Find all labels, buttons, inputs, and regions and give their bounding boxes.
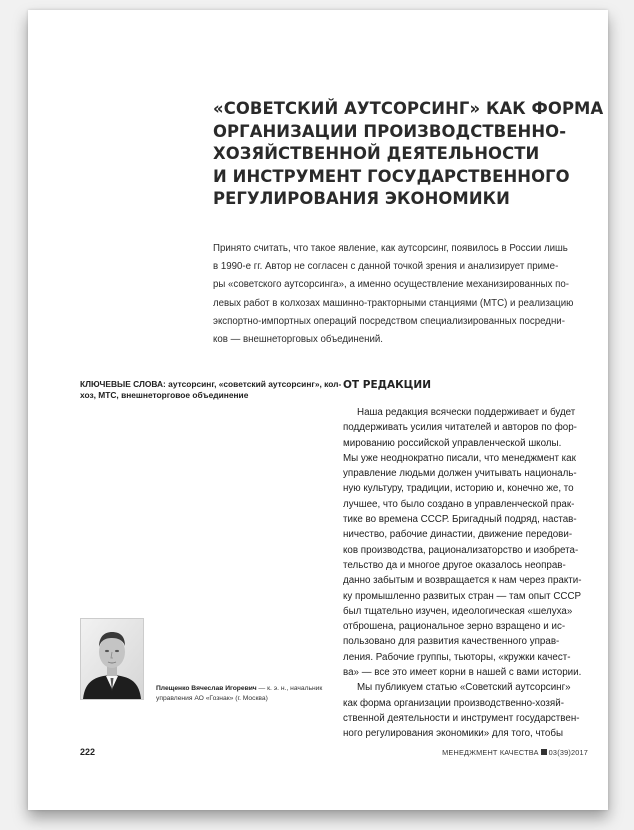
editorial-line: управление людьми должен учитывать националь- — [343, 468, 577, 480]
editorial-line: отброшена, рациональное зерно взращено и ис- — [343, 621, 566, 633]
journal-name: МЕНЕДЖМЕНТ КАЧЕСТВА — [442, 748, 539, 757]
editorial-text — [343, 405, 588, 742]
editorial-line: ления. Рабочие группы, тьюторы, «кружки качест- — [343, 651, 571, 663]
editorial-line: Мы публикуем статью «Советский аутсорсинг» — [357, 682, 571, 694]
editorial-line: данно забытым и возвращается к нам через практи- — [343, 575, 582, 587]
magazine-page — [28, 10, 608, 810]
journal-issue: 03(39)2017 — [548, 748, 588, 757]
abstract-line: ков — внешнеторговых объединений. — [213, 334, 383, 346]
editorial-line: ва» — все это имеет корни в нашей с вами истории. — [343, 667, 582, 679]
article-abstract — [213, 240, 583, 349]
title-line: РЕГУЛИРОВАНИЯ ЭКОНОМИКИ — [213, 189, 510, 209]
editorial-line: ного регулирования экономики» для того, чтобы — [343, 728, 564, 740]
editorial-line: пользовано для развития качественного управ- — [343, 636, 560, 648]
author-name: Плещенко Вячеслав Игоревич — [156, 685, 257, 692]
keywords-line-text: КЛЮЧЕВЫЕ СЛОВА: аутсорсинг, «советский аутсорсинг», кол- — [80, 379, 342, 389]
abstract-line: ры «советского аутсорсинга», а именно осуществление механизированных по- — [213, 279, 569, 291]
keywords-line-text: хоз, МТС, внешнеторговое объединение — [80, 390, 249, 401]
editorial-heading: ОТ РЕДАКЦИИ — [343, 379, 431, 391]
abstract-line: экспортно-импортных операций посредством специализированных посредни- — [213, 315, 565, 327]
editorial-line: мированию российской управленческой школы. — [343, 437, 562, 449]
title-line: «СОВЕТСКИЙ АУТСОРСИНГ» КАК ФОРМА — [213, 99, 604, 118]
editorial-line: ственной деятельности и инструмент государствен- — [343, 712, 580, 724]
editorial-line: ничество, рабочие династии, движение передови- — [343, 529, 573, 541]
editorial-line: тельство да и многое другое оказалось неоправ- — [343, 559, 566, 571]
editorial-line: был тщательно изучен, идеологическая «шелуха» — [343, 605, 573, 617]
author-caption — [156, 684, 326, 703]
title-line: И ИНСТРУМЕНТ ГОСУДАРСТВЕННОГО — [213, 166, 570, 186]
author-photo — [80, 618, 144, 700]
title-line: ХОЗЯЙСТВЕННОЙ ДЕЯТЕЛЬНОСТИ — [213, 144, 540, 164]
journal-footer — [388, 748, 588, 757]
keywords-line — [80, 379, 350, 390]
abstract-line: левых работ в колхозах машинно-тракторными станциями (МТС) и реализацию — [213, 297, 574, 309]
editorial-line: Наша редакция всячески поддерживает и будет — [357, 407, 576, 418]
editorial-line: Мы уже неоднократно писали, что менеджмент как — [343, 452, 576, 464]
keywords-block — [80, 379, 350, 401]
abstract-line: в 1990-е гг. Автор не согласен с данной точкой зрения и анализирует приме- — [213, 261, 559, 273]
author-portrait-icon — [81, 619, 143, 699]
editorial-line: ков производства, рационализаторство и изобрета- — [343, 544, 579, 556]
editorial-line: ку промышленно развитых стран — там опыт СССР — [343, 590, 582, 602]
editorial-line: лучшее, что было создано в управленческой прак- — [343, 498, 575, 510]
editorial-line: тике во времена СССР. Бригадный подряд, настав- — [343, 514, 577, 526]
editorial-line: как форма организации производственно-хозяй- — [343, 697, 564, 709]
article-title — [213, 98, 604, 211]
author-affiliation-line: управления АО «Гознак» (г. Москва) — [156, 694, 268, 702]
author-line — [156, 684, 326, 694]
editorial-line: поддерживать усилия читателей и авторов по фор- — [343, 422, 577, 434]
square-separator-icon — [541, 749, 547, 755]
title-line: ОРГАНИЗАЦИИ ПРОИЗВОДСТВЕННО- — [213, 121, 567, 141]
abstract-line: Принято считать, что такое явление, как аутсорсинг, появилось в России лишь — [213, 243, 568, 254]
page-number: 222 — [80, 747, 96, 757]
keywords-line — [80, 390, 350, 401]
author-affiliation: — к. э. н., начальник — [256, 685, 323, 692]
editorial-line: ную культуру, традиции, историю и, конечно же, то — [343, 483, 574, 495]
